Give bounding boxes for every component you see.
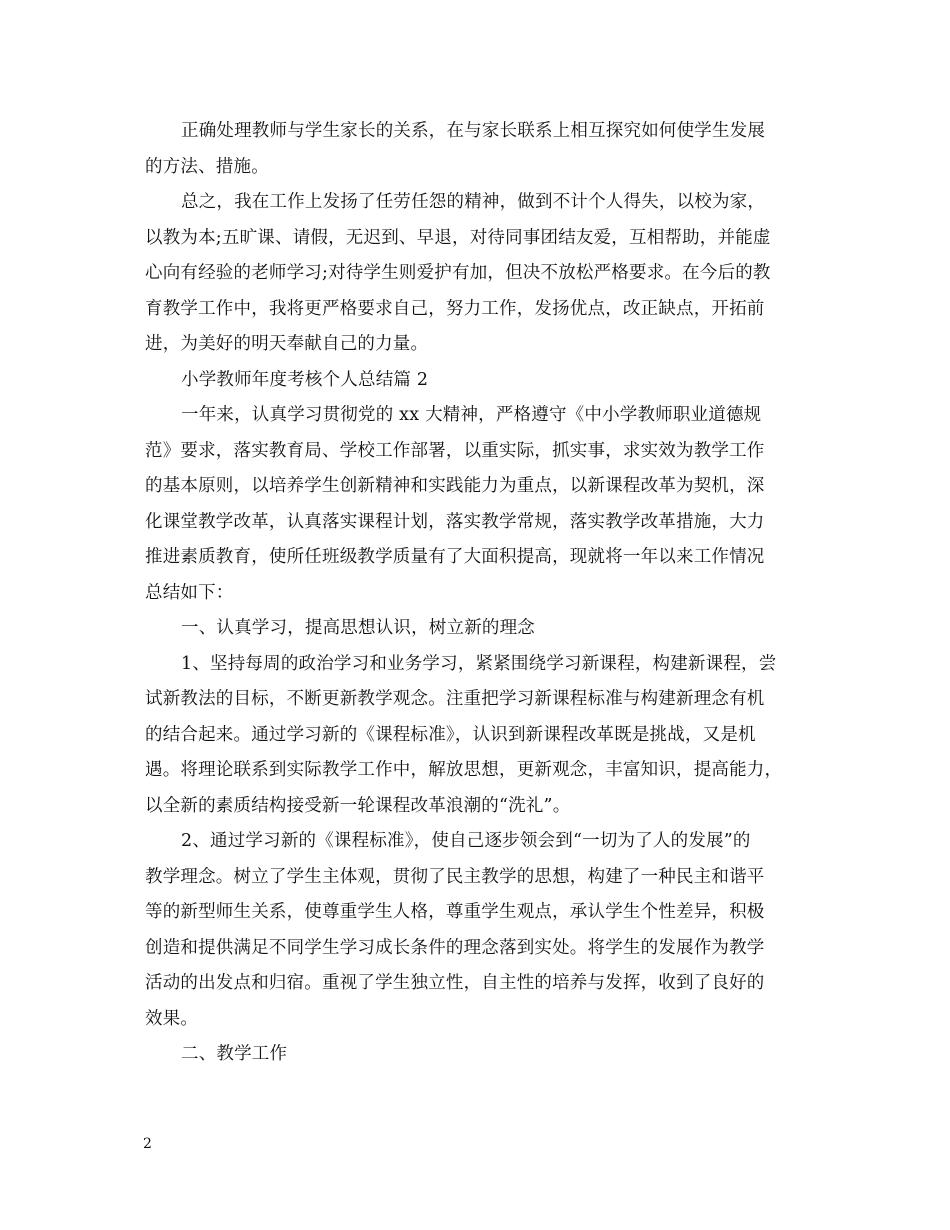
text-line: 进，为美好的明天奉献自己的力量。	[145, 334, 429, 354]
text-line: 推进素质教育，使所任班级教学质量有了大面积提高，现就将一年以来工作情况	[145, 547, 765, 567]
text-line: 创造和提供满足不同学生学习成长条件的理念落到实处。将学生的发展作为教学	[145, 937, 765, 958]
page-number: 2	[143, 1136, 152, 1152]
text-line: 1、坚持每周的政治学习和业务学习，紧紧围绕学习新课程，构建新课程，尝	[181, 653, 777, 674]
text-line: 以教为本;五旷课、请假，无迟到、早退，对待同事团结友爱，互相帮助，并能虚	[145, 227, 771, 248]
text-line: 效果。	[145, 1008, 199, 1029]
text-line: 的方法、措施。	[145, 156, 269, 177]
text-line: 的基本原则，以培养学生创新精神和实践能力为重点，以新课程改革为契机，深	[145, 476, 765, 496]
text-line: 活动的出发点和归宿。重视了学生独立性，自主性的培养与发挥，收到了良好的	[145, 973, 765, 993]
text-line: 等的新型师生关系，使尊重学生人格，尊重学生观点，承认学生个性差异，积极	[145, 902, 765, 922]
text-line: 一年来，认真学习贯彻党的 xx 大精神，严格遵守《中小学教师职业道德规	[181, 405, 762, 425]
text-line: 育教学工作中，我将更严格要求自己，努力工作，发扬优点，改正缺点，开拓前	[145, 298, 765, 319]
section-heading: 小学教师年度考核个人总结篇 2	[181, 369, 429, 390]
text-line: 试新教法的目标，不断更新教学观念。注重把学习新课程标准与构建新理念有机	[145, 689, 765, 709]
text-line: 遇。将理论联系到实际教学工作中，解放思想，更新观念，丰富知识，提高能力，	[145, 760, 783, 780]
document-body	[145, 114, 813, 1073]
text-line: 正确处理教师与学生家长的关系，在与家长联系上相互探究如何使学生发展	[181, 121, 766, 141]
text-line: 以全新的素质结构接受新一轮课程改革浪潮的“洗礼”。	[145, 795, 571, 816]
text-line: 心向有经验的老师学习;对待学生则爱护有加，但决不放松严格要求。在今后的教	[145, 263, 771, 283]
text-line: 教学理念。树立了学生主体观，贯彻了民主教学的思想，构建了一种民主和谐平	[145, 866, 765, 887]
section-heading: 一、认真学习，提高思想认识，树立新的理念	[181, 618, 535, 638]
text-line: 范》要求，落实教育局、学校工作部署，以重实际，抓实事，求实效为教学工作	[145, 440, 765, 461]
text-line: 2、通过学习新的《课程标准》，使自己逐步领会到“一切为了人的发展”的	[181, 831, 751, 851]
text-line: 的结合起来。通过学习新的《课程标准》，认识到新课程改革既是挑战，又是机	[145, 724, 756, 745]
text-line: 总结如下：	[145, 582, 234, 603]
text-line: 总之，我在工作上发扬了任劳任怨的精神，做到不计个人得失，以校为家，	[181, 192, 766, 212]
text-line: 化课堂教学改革，认真落实课程计划，落实教学常规，落实教学改革措施，大力	[145, 511, 765, 532]
section-heading: 二、教学工作	[181, 1044, 288, 1064]
